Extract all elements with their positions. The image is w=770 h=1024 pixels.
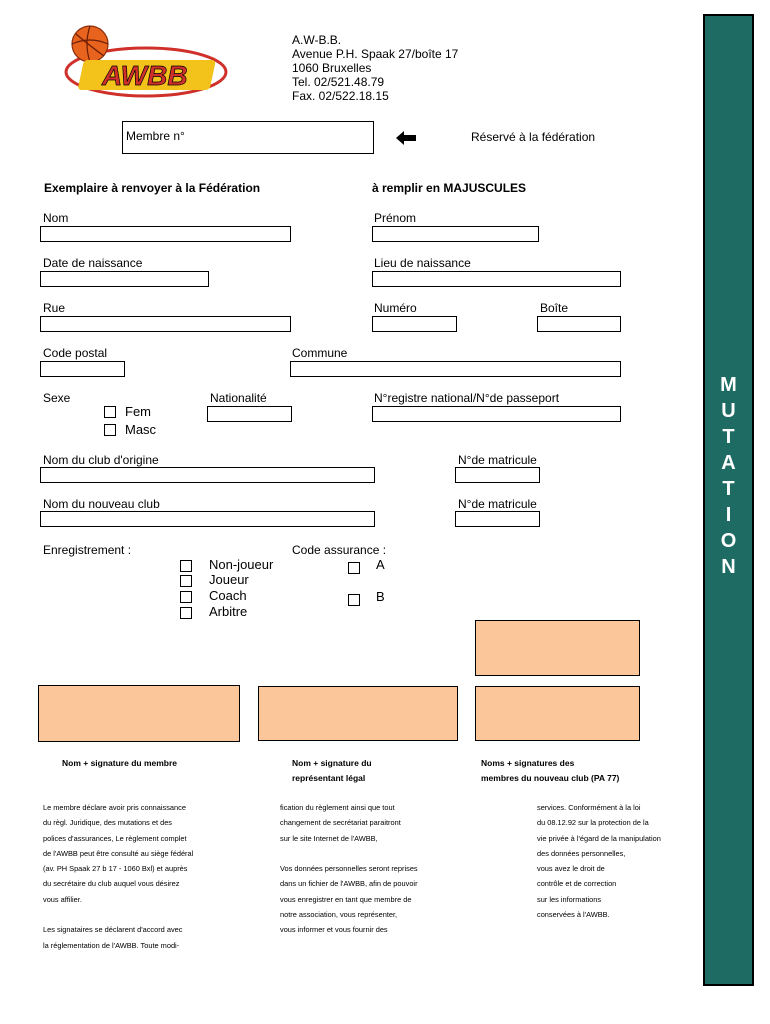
banner-letter: T — [722, 478, 735, 500]
matricule-origine-field[interactable] — [455, 467, 540, 483]
legal-line: sur les informations — [537, 894, 602, 904]
legal-line: services. Conformément à la loi — [537, 803, 641, 812]
prenom-label: Prénom — [374, 211, 417, 225]
coach-checkbox[interactable] — [180, 591, 192, 603]
lieu-naissance-field[interactable] — [372, 271, 621, 287]
legal-line: vie privée à l'égard de la manipulation — [537, 833, 661, 843]
masc-checkbox[interactable] — [104, 424, 116, 436]
date-naissance-label: Date de naissance — [43, 256, 143, 270]
address-line: Avenue P.H. Spaak 27/boîte 17 — [292, 47, 459, 61]
banner-letter: I — [725, 504, 732, 526]
banner-letter: A — [721, 452, 736, 474]
club-origine-field[interactable] — [40, 467, 375, 483]
caption-line: représentant légal — [292, 773, 366, 783]
banner-letter: N — [721, 556, 736, 578]
membre-number-field[interactable] — [122, 121, 374, 154]
address-line: Tel. 02/521.48.79 — [292, 75, 385, 89]
fem-label: Fem — [125, 404, 151, 419]
legal-column-1 — [43, 800, 193, 953]
boite-label: Boîte — [540, 301, 569, 315]
legal-line: Les signataires se déclarent d'accord avec — [43, 925, 183, 935]
legal-line: contrôle et de correction — [537, 879, 617, 889]
legal-line: Vos données personnelles seront reprises — [280, 864, 418, 874]
signature-box-membre[interactable] — [38, 685, 240, 742]
logo-text: AWBB — [102, 60, 188, 91]
caption-line: Nom + signature du — [292, 758, 372, 768]
legal-line: sur le site Internet de l'AWBB, — [280, 833, 378, 843]
caption-line: Noms + signatures des — [481, 758, 575, 768]
legal-line: fication du règlement ainsi que tout — [280, 803, 395, 812]
legal-line: (av. PH Spaak 27 b 17 - 1060 Bxl) et auprès — [43, 864, 188, 874]
signature-caption-membre: Nom + signature du membre — [62, 758, 178, 768]
masc-label: Masc — [125, 422, 157, 437]
arbitre-checkbox[interactable] — [180, 607, 192, 619]
joueur-label: Joueur — [209, 572, 249, 587]
banner-letter: M — [720, 374, 737, 396]
prenom-field[interactable] — [372, 226, 539, 242]
legal-line: notre association, vous représenter, — [280, 910, 398, 920]
code-assurance-label: Code assurance : — [292, 543, 387, 557]
assurance-a-label: A — [376, 557, 385, 572]
address-line: A.W-B.B. — [292, 33, 342, 47]
signature-box-representant[interactable] — [258, 686, 458, 741]
sexe-label: Sexe — [43, 391, 71, 405]
caption-line: membres du nouveau club (PA 77) — [481, 773, 620, 783]
boite-field[interactable] — [537, 316, 621, 332]
banner-letter: U — [721, 400, 736, 422]
legal-column-2 — [280, 800, 418, 938]
legal-line: du règl. Juridique, des mutations et des — [43, 818, 173, 828]
banner-letter: O — [720, 530, 737, 552]
non-joueur-label: Non-joueur — [209, 557, 274, 572]
rue-label: Rue — [43, 301, 66, 315]
legal-line: Le membre déclare avoir pris connaissance — [43, 803, 186, 812]
joueur-checkbox[interactable] — [180, 575, 192, 587]
nationalite-label: Nationalité — [210, 391, 267, 405]
commune-label: Commune — [292, 346, 348, 360]
form-instruction: à remplir en MAJUSCULES — [372, 181, 527, 195]
awbb-logo — [58, 22, 230, 100]
assurance-b-checkbox[interactable] — [348, 594, 360, 606]
rue-field[interactable] — [40, 316, 291, 332]
legal-line: vous affilier. — [43, 894, 82, 904]
membre-number-label: Membre n° — [126, 129, 185, 143]
assurance-a-checkbox[interactable] — [348, 562, 360, 574]
nouveau-club-field[interactable] — [40, 511, 375, 527]
enregistrement-label: Enregistrement : — [43, 543, 132, 557]
legal-line: vous avez le droit de — [537, 864, 605, 874]
numero-field[interactable] — [372, 316, 457, 332]
legal-line: dans un fichier de l'AWBB, afin de pouvoir — [280, 879, 418, 889]
signature-box-nouveau-club-extra[interactable] — [475, 620, 640, 676]
legal-line: conservées à l'AWBB. — [537, 910, 610, 920]
assurance-b-label: B — [376, 589, 385, 604]
legal-line: changement de secrétariat paraitront — [280, 818, 401, 828]
nom-label: Nom — [43, 211, 69, 225]
signature-box-nouveau-club[interactable] — [475, 686, 640, 741]
nationalite-field[interactable] — [207, 406, 292, 422]
banner-letter: T — [722, 426, 735, 448]
date-naissance-field[interactable] — [40, 271, 209, 287]
non-joueur-checkbox[interactable] — [180, 560, 192, 572]
registre-label: N°registre national/N°de passeport — [374, 391, 560, 405]
legal-line: vous enregistrer en tant que membre de — [280, 894, 412, 904]
registre-field[interactable] — [372, 406, 621, 422]
legal-line: du secrétaire du club auquel vous désirez — [43, 879, 180, 889]
legal-line: polices d'assurances, Le règlement complet — [43, 833, 187, 843]
legal-line — [280, 846, 418, 861]
commune-field[interactable] — [290, 361, 621, 377]
signature-caption-representant — [292, 756, 372, 786]
legal-line: de l'AWBB peut être consulté au siège fédéral — [43, 848, 194, 858]
matricule-nouveau-field[interactable] — [455, 511, 540, 527]
lieu-naissance-label: Lieu de naissance — [374, 256, 471, 270]
arrow-left-icon — [396, 131, 416, 150]
numero-label: Numéro — [374, 301, 417, 315]
federation-address — [292, 33, 458, 103]
mutation-banner-text — [705, 372, 752, 580]
address-line: Fax. 02/522.18.15 — [292, 89, 389, 103]
matricule-origine-label: N°de matricule — [458, 453, 537, 467]
legal-line: la réglementation de l'AWBB. Toute modi- — [43, 940, 180, 950]
legal-column-3 — [537, 800, 661, 922]
signature-caption-nouveau-club — [481, 756, 619, 786]
nouveau-club-label: Nom du nouveau club — [43, 497, 160, 511]
address-line: 1060 Bruxelles — [292, 61, 372, 75]
form-title: Exemplaire à renvoyer à la Fédération — [44, 181, 261, 195]
legal-line — [43, 907, 193, 922]
matricule-nouveau-label: N°de matricule — [458, 497, 537, 511]
legal-line: des données personnelles, — [537, 848, 626, 858]
legal-line: du 08.12.92 sur la protection de la — [537, 818, 649, 828]
mutation-side-banner — [703, 14, 754, 986]
legal-line: vous informer et vous fournir des — [280, 925, 388, 935]
nom-field[interactable] — [40, 226, 291, 242]
code-postal-field[interactable] — [40, 361, 125, 377]
reserve-note: Réservé à la fédération — [471, 130, 596, 144]
arbitre-label: Arbitre — [209, 604, 248, 619]
fem-checkbox[interactable] — [104, 406, 116, 418]
code-postal-label: Code postal — [43, 346, 108, 360]
coach-label: Coach — [209, 588, 247, 603]
club-origine-label: Nom du club d'origine — [43, 453, 159, 467]
